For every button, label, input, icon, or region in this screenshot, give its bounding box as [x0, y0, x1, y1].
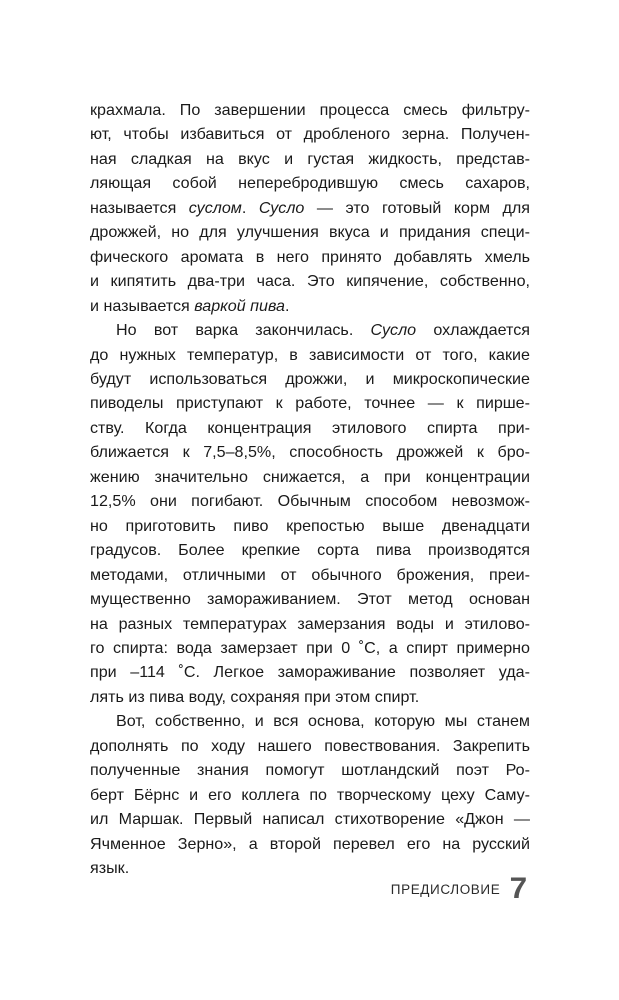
- text-line-content: будут использоваться дрожжи, и микроскопические: [90, 369, 530, 388]
- text-line: [90, 734, 530, 758]
- text-line-content: крахмала. По завершении процесса смесь фильтру-: [90, 101, 530, 119]
- page-footer: [391, 874, 527, 904]
- text-line-content: дополнять по ходу нашего повествования. Закрепить: [90, 736, 530, 755]
- text-line: [90, 367, 530, 391]
- text-line-content: до нужных температур, в зависимости от того, какие: [90, 345, 530, 364]
- text-line-content: Но вот варка закончилась. Сусло охлаждается: [116, 321, 530, 340]
- text-line-content: и кипятить два-три часа. Это кипячение, собственно,: [90, 272, 530, 291]
- text-line-content: ближается к 7,5–8,5%, способность дрожжей к бро-: [90, 443, 530, 462]
- text-line-content: го спирта: вода замерзает при 0 ˚С, а спирт примерно: [90, 638, 530, 657]
- text-line: [90, 294, 530, 318]
- text-line-content: лять из пива воду, сохраняя при этом спирт.: [90, 687, 420, 706]
- text-line-content: мущественно замораживанием. Этот метод основан: [90, 590, 530, 609]
- text-line: [90, 122, 530, 146]
- running-head: ПРЕДИСЛОВИЕ: [390, 881, 501, 897]
- text-line: [90, 343, 530, 367]
- text-line: [90, 391, 530, 415]
- text-line: [90, 832, 530, 856]
- text-line: [90, 636, 530, 660]
- text-line: [90, 563, 530, 587]
- text-line: [90, 709, 530, 733]
- text-line-content: называется суслом. Сусло — это готовый корм для: [90, 198, 531, 217]
- text-line-content: жению значительно снижается, а при концентрации: [90, 467, 530, 486]
- text-line-content: при –114 ˚С. Легкое замораживание позволяет уда-: [90, 663, 530, 682]
- text-line: [90, 465, 530, 489]
- text-line-content: ил Маршак. Первый написал стихотворение «Джон —: [90, 810, 530, 829]
- page-number: 7: [509, 872, 528, 905]
- body-text: [90, 98, 530, 881]
- text-line-content: язык.: [90, 859, 130, 878]
- italic-term: Сусло: [258, 198, 305, 217]
- text-line-content: фического аромата в него принято добавлять хмель: [90, 247, 530, 266]
- text-line: [90, 440, 530, 464]
- text-line-content: ная сладкая на вкус и густая жидкость, представ-: [90, 149, 530, 168]
- text-line: [90, 220, 530, 244]
- italic-term: варкой пива: [194, 296, 285, 315]
- text-line: [90, 245, 530, 269]
- italic-term: суслом: [188, 198, 242, 217]
- text-line-content: и называется варкой пива.: [90, 296, 290, 315]
- text-line: [90, 758, 530, 782]
- italic-term: Сусло: [370, 321, 417, 340]
- text-line: [90, 147, 530, 171]
- text-line: [90, 514, 530, 538]
- text-line-content: ству. Когда концентрация этилового спирта при-: [90, 418, 530, 437]
- text-line-content: Ячменное Зерно», а второй перевел его на русский: [90, 834, 530, 853]
- text-line: [90, 783, 530, 807]
- text-line: [90, 587, 530, 611]
- text-line: [90, 612, 530, 636]
- text-line-content: полученные знания помогут шотландский поэт Ро-: [90, 761, 530, 780]
- text-line-content: ют, чтобы избавиться от дробленого зерна. Получен-: [90, 125, 530, 144]
- text-line-content: но приготовить пиво крепостью выше двенадцати: [90, 516, 530, 535]
- text-line: [90, 807, 530, 831]
- text-line: [90, 171, 530, 195]
- text-line-content: дрожжей, но для улучшения вкуса и придания специ-: [90, 223, 530, 242]
- text-line-content: методами, отличными от обычного брожения, преи-: [90, 565, 530, 584]
- text-line: [90, 98, 530, 122]
- text-line-content: на разных температурах замерзания воды и этилово-: [90, 614, 530, 633]
- text-line-content: 12,5% они погибают. Обычным способом невозмож-: [90, 492, 530, 511]
- text-line: [90, 489, 530, 513]
- text-line: [90, 269, 530, 293]
- text-line: [90, 538, 530, 562]
- text-line: [90, 196, 530, 220]
- text-line-content: градусов. Более крепкие сорта пива производятся: [90, 541, 530, 560]
- text-line: [90, 416, 530, 440]
- text-line: [90, 660, 530, 684]
- text-line-content: Вот, собственно, и вся основа, которую мы станем: [116, 712, 530, 731]
- text-line: [90, 685, 530, 709]
- text-line-content: пиводелы приступают к работе, точнее — к пирше-: [90, 394, 530, 413]
- text-line: [90, 318, 530, 342]
- text-line-content: ляющая собой неперебродившую смесь сахаров,: [90, 174, 530, 193]
- text-line-content: берт Бёрнс и его коллега по творческому цеху Саму-: [90, 785, 530, 804]
